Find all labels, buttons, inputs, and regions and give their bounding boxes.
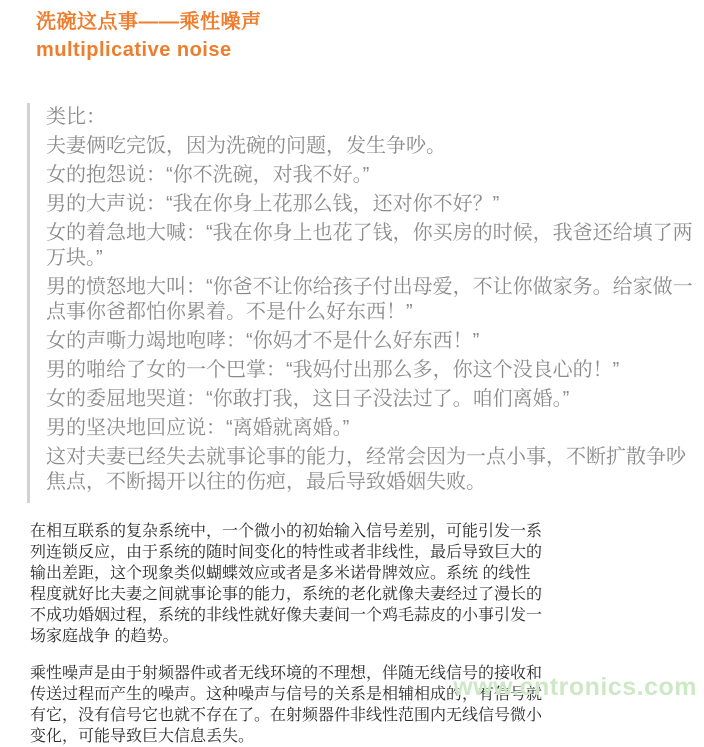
article-title-chinese: 洗碗这点事——乘性噪声 [36,11,262,33]
quote-line: 女的抱怨说：“你不洗碗，对我不好。” [46,164,370,186]
quote-line: 类比： [46,106,106,128]
article-title-english: multiplicative noise [36,39,232,61]
analogy-quote-block [27,103,694,503]
quote-line: 男的愤怒地大叫：“你爸不让你给孩子付出母爱，不让你做家务。给家做一点事你爸都怕你累着。不是什么好东西！” [46,276,693,323]
quote-line: 男的啪给了女的一个巴掌：“我妈付出那么多，你这个没良心的！” [46,359,620,381]
article-header [0,0,704,64]
paragraph-multiplicative-noise-definition: 乘性噪声是由于射频器件或者无线环境的不理想，伴随无线信号的接收和传送过程而产生的噪声。这种噪声与信号的关系是相辅相成的，有信号就有它，没有信号它也就不存在了。在射频器件非线性范围内无线信号微小变化，可能导致巨大信息丢失。 [30,665,543,745]
quote-line: 男的大声说：“我在你身上花那么钱，还对你不好？” [46,193,500,215]
quote-line: 男的坚决地回应说：“离婚就离婚。” [46,417,350,439]
paragraph-system-analogy: 在相互联系的复杂系统中，一个微小的初始输入信号差别，可能引发一系列连锁反应，由于系统的随时间变化的特性或者非线性，最后导致巨大的输出差距，这个现象类似蝴蝶效应或者是多米诺骨牌效应。系统 的线性程度就好比夫妻之间就事论事的能力，系统的老化就像夫妻经过了漫长的不成功婚姻过程，系统的非线性就好像夫妻间一个鸡毛蒜皮的小事引发一场家庭战争 的趋势。 [30,523,543,645]
quote-line: 女的着急地大喊：“我在你身上也花了钱，你买房的时候，我爸还给填了两万块。” [46,222,693,269]
quote-line: 女的委屈地哭道：“你敢打我，这日子没法过了。咱们离婚。” [46,388,570,410]
site-watermark: www.cntronics.com [453,673,697,701]
quote-line: 这对夫妻已经失去就事论事的能力，经常会因为一点小事，不断扩散争吵焦点，不断揭开以往的伤疤，最后导致婚姻失败。 [46,446,686,493]
quote-line: 夫妻俩吃完饭，因为洗碗的问题，发生争吵。 [46,135,446,157]
quote-line: 女的声嘶力竭地咆哮：“你妈才不是什么好东西！” [46,330,480,352]
